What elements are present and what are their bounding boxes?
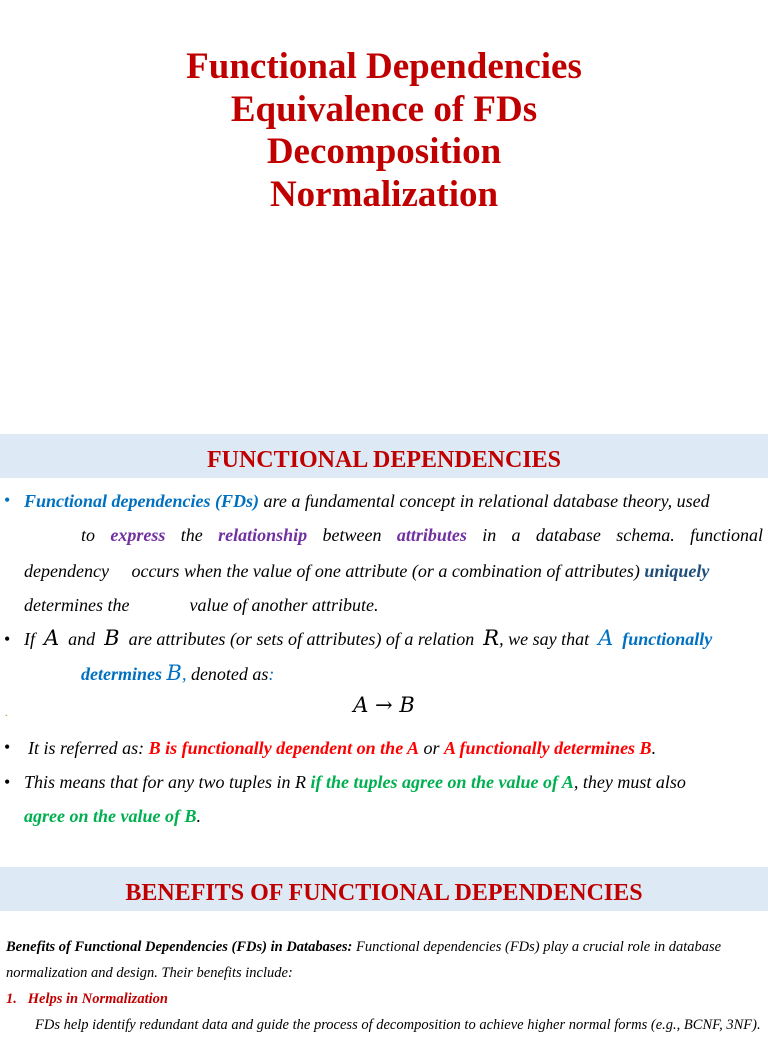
line2-rest: in a database schema. functional: [482, 525, 764, 545]
bullet1-line1: [24, 491, 764, 511]
benefit-item-1-label: Helps in Normalization: [27, 991, 168, 1007]
word-relationship: relationship: [218, 525, 308, 545]
word-the: the: [180, 525, 203, 545]
title-line-1: Functional Dependencies: [186, 46, 582, 87]
colon: :: [268, 664, 275, 684]
word-between: between: [322, 525, 382, 545]
bullet3-line1: [28, 738, 768, 758]
benefits-intro-bold: Benefits of Functional Dependencies (FDs) in Databases:: [6, 939, 353, 955]
bullet4-line2: [24, 806, 764, 826]
bullet2-say: , we say that: [499, 629, 590, 649]
fd-def-text: are a fundamental concept in relational database theory, used: [259, 491, 710, 511]
section-heading-functional-dependencies: [0, 434, 768, 478]
bullet-marker: •: [4, 772, 11, 792]
title-line-2: Equivalence of FDs: [230, 88, 538, 130]
bullet-marker: •: [4, 490, 11, 510]
benefits-intro-line2-text: normalization and design. Their benefits include: [6, 965, 288, 981]
line4-rest: value of another attribute.: [189, 595, 379, 615]
word-express: express: [110, 525, 166, 545]
bullet4-lead: This means that for any two tuples in R: [24, 772, 311, 792]
math-a: A: [44, 626, 60, 650]
bullet3-or: or: [419, 738, 445, 758]
bullet4-end: .: [196, 806, 201, 826]
math-b: B: [104, 626, 120, 650]
comma: ,: [181, 664, 187, 684]
bullet3-red1: B is functionally dependent on the A: [148, 738, 420, 758]
bullet3-end: .: [651, 738, 657, 758]
word-functionally: functionally: [622, 629, 713, 649]
word-uniquely: uniquely: [644, 561, 710, 581]
bullet4-green1: if the tuples agree on the value of A: [310, 772, 574, 792]
bullet3-red2: A functionally determines B: [444, 738, 652, 758]
word-determines-the: determines the: [24, 595, 130, 615]
bullet2-mid: are attributes (or sets of attributes) of a relation: [128, 629, 475, 649]
word-attributes: attributes: [396, 525, 467, 545]
word-dependency: dependency: [24, 561, 109, 581]
benefits-intro: [6, 934, 746, 960]
benefits-text: [6, 934, 761, 1038]
bullet3-lead: It is referred as:: [28, 738, 149, 758]
bullet4-green2: agree on the value of B: [24, 806, 197, 826]
title-line-3: Decomposition: [266, 131, 502, 172]
benefits-intro-line2: [6, 960, 746, 986]
benefit-item-1-num: 1.: [6, 991, 17, 1007]
word-and: and: [68, 629, 96, 649]
benefit-item-1: [6, 986, 746, 1012]
math-b-blue: B: [166, 661, 182, 685]
bullet1-line4: [24, 595, 764, 615]
line3-rest: occurs when the value of one attribute (or a combination of attributes): [131, 561, 640, 581]
word-denoted: denoted as: [186, 664, 269, 684]
bullet1-line3: [24, 561, 764, 581]
bullet4-line1: [24, 772, 764, 792]
bullet4-mid: , they must also: [573, 772, 686, 792]
stray-mark: .: [5, 708, 8, 719]
section-heading-text: BENEFITS OF FUNCTIONAL DEPENDENCIES: [125, 879, 643, 906]
word-to: to: [81, 525, 96, 545]
section-heading-text: FUNCTIONAL DEPENDENCIES: [206, 446, 562, 473]
word-if: If: [24, 629, 35, 649]
benefit-item-1-text: FDs help identify redundant data and guide the process of decomposition to achieve higher normal forms (e.g., BCNF, 3NF).: [35, 1017, 761, 1033]
fd-term: Functional dependencies (FDs): [24, 491, 260, 511]
benefits-intro-colon: :: [287, 965, 293, 981]
section-heading-benefits: [0, 867, 768, 911]
bullet1-line2: [81, 525, 763, 545]
benefits-intro-rest: Functional dependencies (FDs) play a crucial role in database: [352, 939, 722, 955]
title-line-4: Normalization: [269, 173, 499, 215]
bullet2-line2: [81, 663, 768, 684]
word-determines: determines: [81, 664, 162, 684]
bullet2-line1: [24, 628, 764, 649]
bullet-marker: •: [4, 737, 11, 757]
page-title: [0, 46, 768, 216]
math-r: R: [483, 626, 500, 650]
bullet-marker: •: [4, 629, 11, 649]
math-a-blue: A: [598, 626, 614, 650]
formula-a-to-b: A → B: [353, 693, 415, 717]
